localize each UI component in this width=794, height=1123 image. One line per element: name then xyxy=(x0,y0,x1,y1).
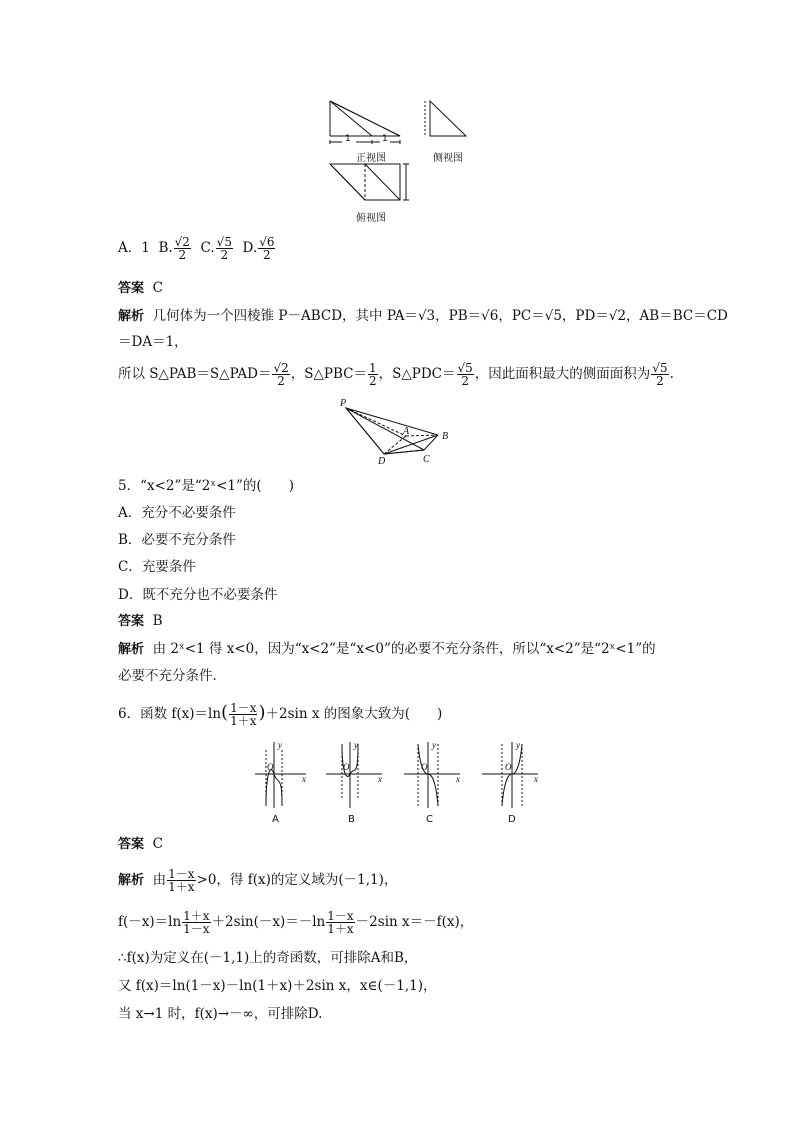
vertex-d: D xyxy=(378,456,386,467)
graph-b-x: x xyxy=(378,774,382,784)
graph-b xyxy=(326,742,382,808)
q6-analysis-line1: 解析 由 $\frac{1-x}{1+x}$ >0，得 f(x)的定义域为(－1,1)， xyxy=(118,867,398,894)
q5-option-d: D．既不充分也不必要条件 xyxy=(118,587,278,603)
q5-stem: 5．“x<2”是“2ˣ<1”的( ) xyxy=(118,478,294,494)
graph-d-x: x xyxy=(534,774,538,784)
q5-option-a: A．充分不必要条件 xyxy=(118,505,236,521)
vertex-c: C xyxy=(423,454,430,465)
side-view-caption: 侧视图 xyxy=(433,153,463,164)
dim-label-right: 1 xyxy=(382,134,388,144)
graph-d-y: y xyxy=(516,740,520,750)
q6-analysis-line5: 当 x→1 时，f(x)→－∞，可排除D. xyxy=(118,1006,323,1022)
q6-analysis-line4: 又 f(x)＝ln(1－x)－ln(1＋x)＋2sin x，x∈(－1,1)， xyxy=(118,978,437,994)
graph-c-label: C xyxy=(426,814,433,825)
graph-d-origin: O xyxy=(505,762,512,772)
graph-b-y: y xyxy=(354,740,358,750)
top-view-caption: 俯视图 xyxy=(356,213,386,224)
graph-a-x: x xyxy=(302,774,306,784)
vertex-b: B xyxy=(442,431,449,442)
three-view-figure xyxy=(320,96,480,226)
graph-c-x: x xyxy=(456,774,460,784)
q4-options xyxy=(118,236,276,261)
q4-analysis-line3: 所以 S△PAB＝S△PAD＝ $\frac{√2}{2}$ ，S△PBC＝ $\frac{1}{2}$ ，S△PDC＝ $\frac{√5}{2}$ ，因此面积最大的侧面面积为 $\frac{√5}{2}$ . xyxy=(118,361,674,388)
q6-graphs xyxy=(250,740,550,830)
graph-b-label: B xyxy=(348,814,355,825)
graph-d xyxy=(482,742,538,808)
graph-a-y: y xyxy=(278,740,282,750)
graph-b-origin: O xyxy=(343,762,350,772)
q5-option-b: B．必要不充分条件 xyxy=(118,532,236,548)
q6-analysis-line3: ∴f(x)为定义在(－1,1)上的奇函数，可排除A和B， xyxy=(118,950,418,966)
pyramid-figure xyxy=(336,400,460,470)
front-view-caption: 正视图 xyxy=(356,153,386,164)
q5-analysis-line1: 解析 由 2ˣ<1 得 x<0，因为“x<2”是“x<0”的必要不充分条件，所以“x<2”是“2ˣ<1”的 xyxy=(118,641,656,657)
graph-a-label: A xyxy=(272,814,279,825)
q6-analysis-line2: f(－x)＝ln $\frac{1+x}{1-x}$ ＋2sin(－x)＝－ln $\frac{1-x}{1+x}$ －2sin x＝－f(x)， xyxy=(118,909,474,936)
q6-answer: 答案 C xyxy=(118,836,163,852)
option-c-label: C. xyxy=(200,240,215,256)
graph-c-y: y xyxy=(432,740,436,750)
dim-label-left: 1 xyxy=(345,134,351,144)
q5-option-c: C．充要条件 xyxy=(118,559,196,575)
graph-d-label: D xyxy=(508,814,516,825)
q6-stem: 6．函数 f(x)＝ln( $\frac{1-x}{1+x}$ )＋2sin x 的图象大致为( ) xyxy=(118,701,443,728)
vertex-a: A xyxy=(403,426,410,437)
graph-c-origin: O xyxy=(421,762,428,772)
option-d-fraction: $\frac{√6}{2}$ xyxy=(259,235,275,262)
option-d-label: D. xyxy=(242,240,258,256)
q5-answer: 答案 B xyxy=(118,613,163,629)
q4-analysis-line2: ＝DA＝1， xyxy=(118,334,188,350)
option-b-fraction: $\frac{√2}{2}$ xyxy=(174,235,190,262)
option-c-fraction: $\frac{√5}{2}$ xyxy=(216,235,232,262)
q6-graphs-drawing xyxy=(250,740,550,830)
q4-answer: 答案 C xyxy=(118,280,163,296)
graph-c xyxy=(404,742,460,808)
q4-analysis-line1: 解析 几何体为一个四棱锥 P－ABCD，其中 PA＝√3，PB＝√6，PC＝√5，PD＝√2，AB＝BC＝CD xyxy=(118,308,728,324)
q5-analysis-line2: 必要不充分条件． xyxy=(118,668,226,684)
graph-a xyxy=(255,742,306,808)
option-b-label: B. xyxy=(158,240,173,256)
vertex-p: P xyxy=(340,398,347,409)
graph-a-origin: O xyxy=(267,762,274,772)
option-a: A．1 xyxy=(118,240,150,256)
